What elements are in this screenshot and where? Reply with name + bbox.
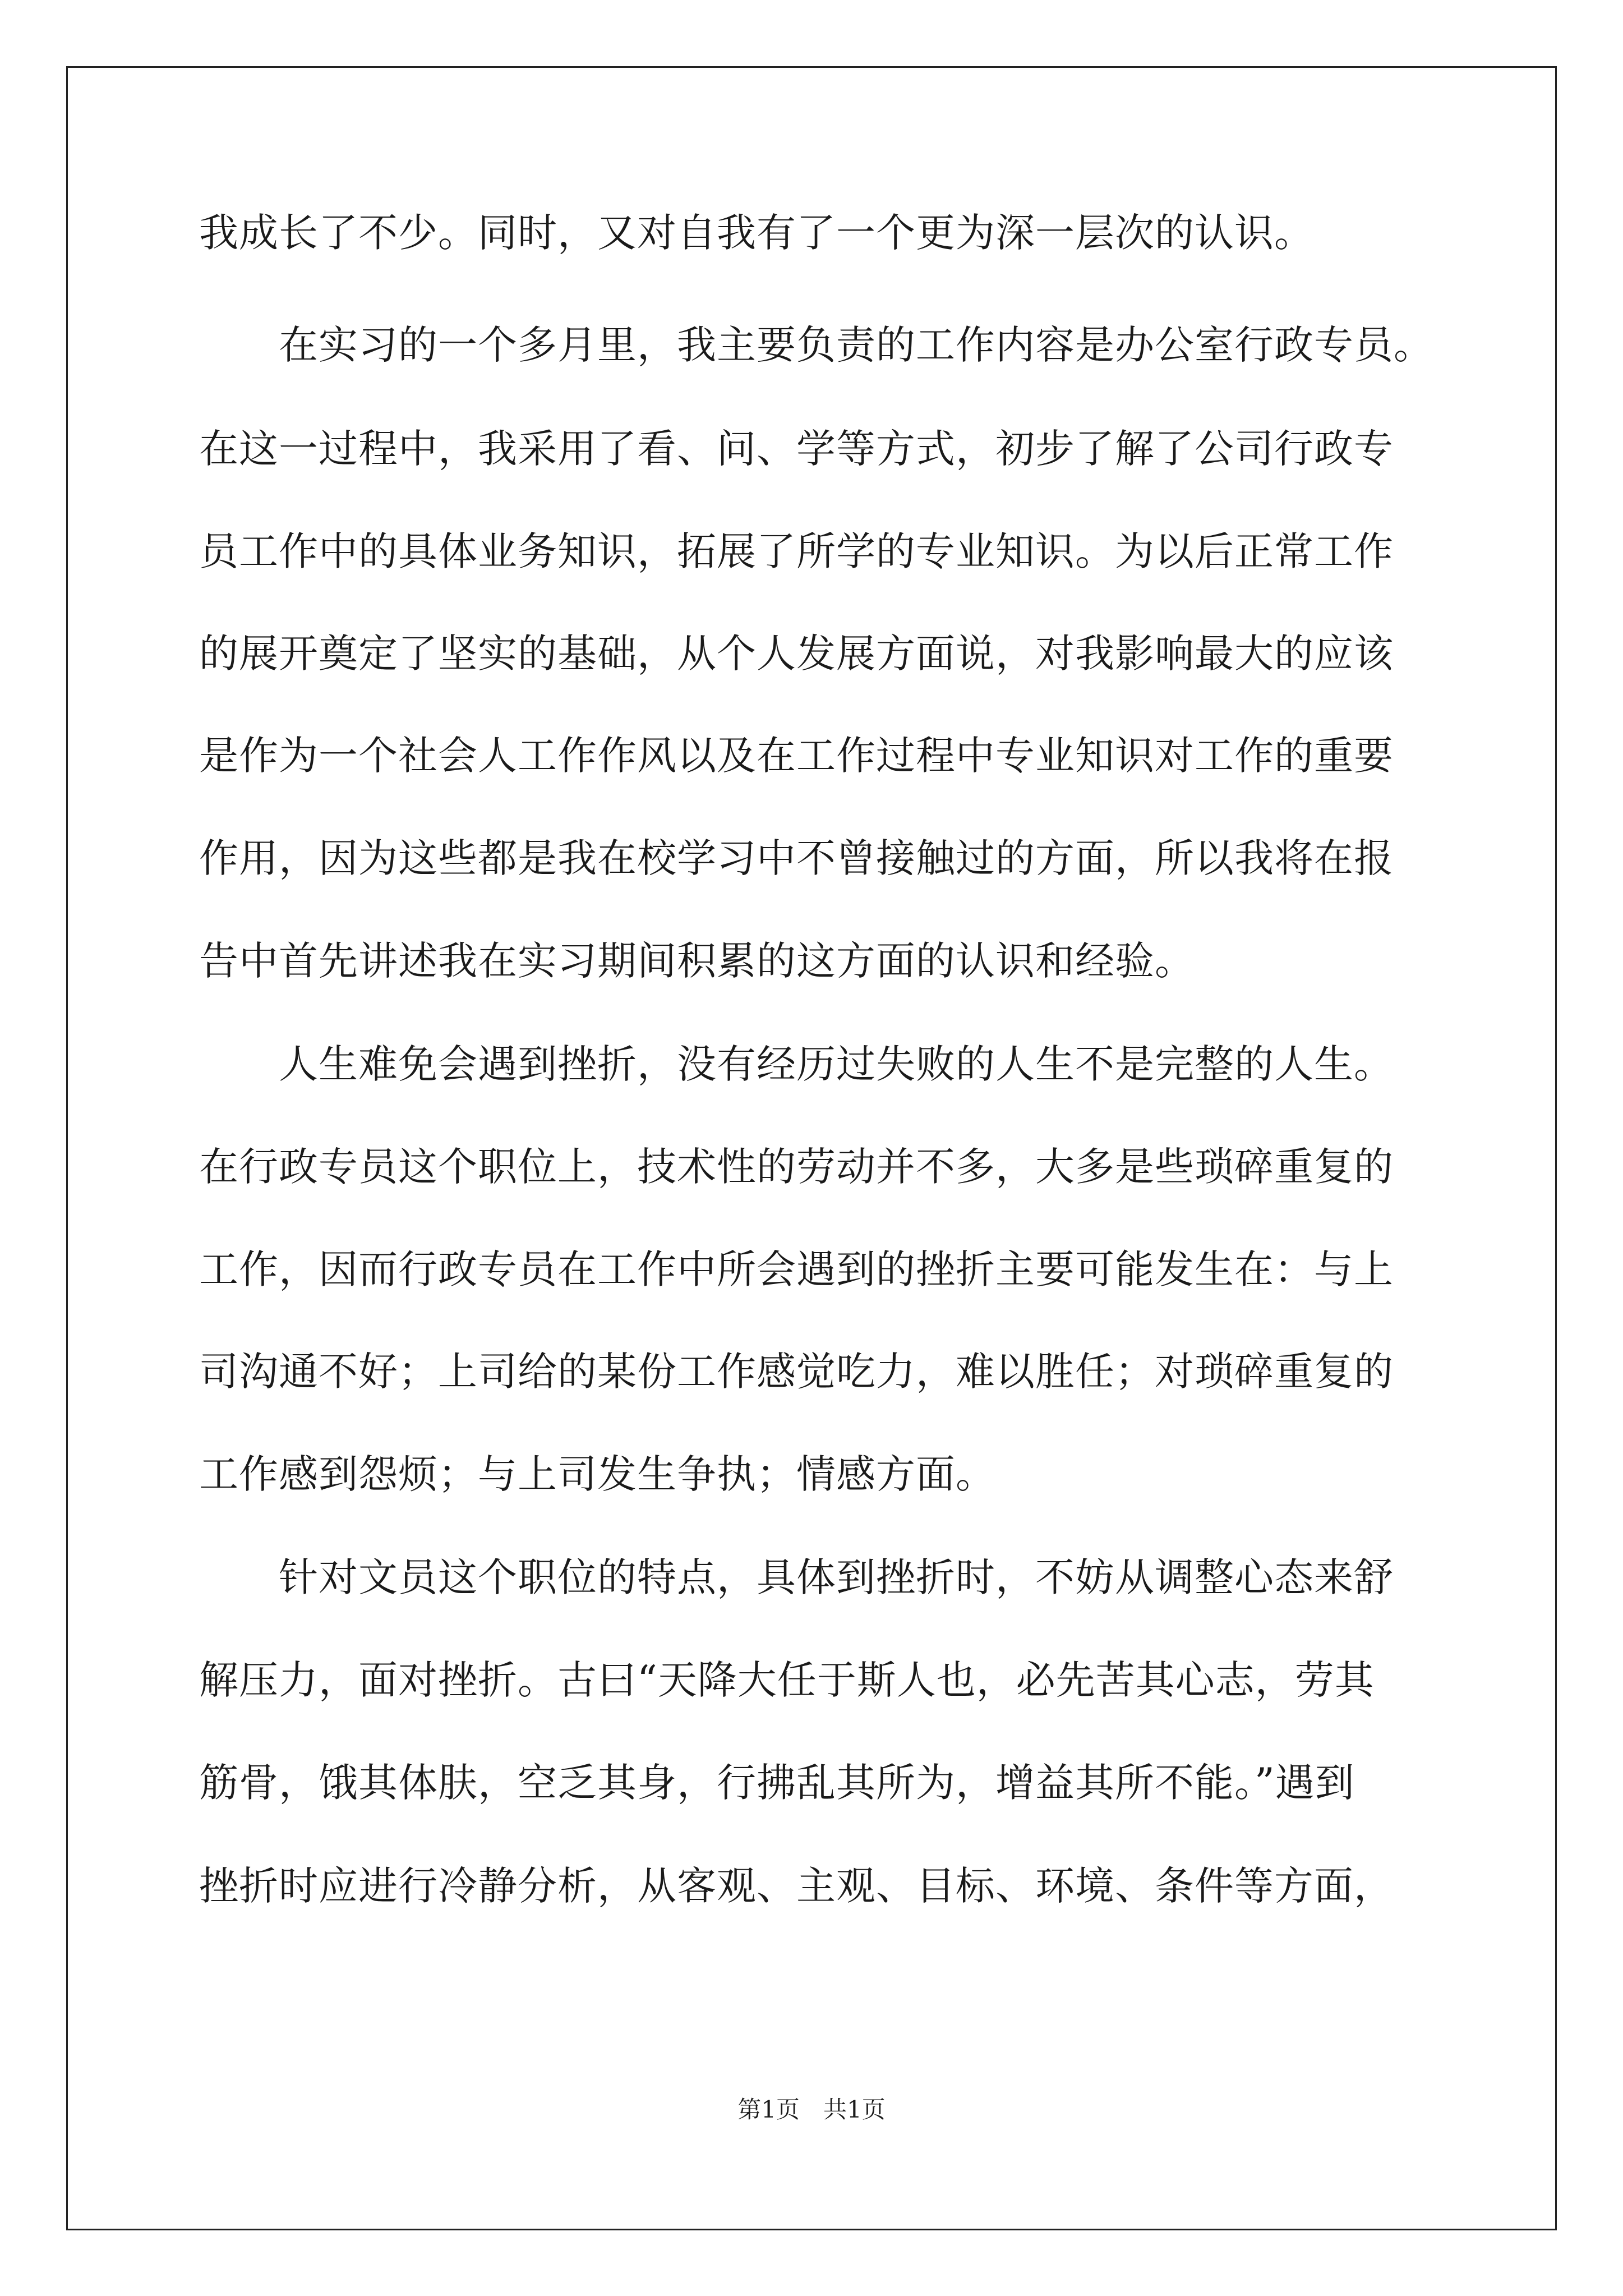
body-line-7: 作用，因为这些都是我在校学习中不曾接触过的方面，所以我将在报 [199,835,1394,881]
body-line-11: 工作，因而行政专员在工作中所会遇到的挫折主要可能发生在：与上 [199,1246,1394,1292]
body-line-5: 的展开奠定了坚实的基础，从个人发展方面说，对我影响最大的应该 [199,631,1394,677]
body-line-13: 工作感到怨烦；与上司发生争执；情感方面。 [199,1451,995,1497]
body-line-1: 我成长了不少。同时，又对自我有了一个更为深一层次的认识。 [199,210,1314,256]
body-line-9: 人生难免会遇到挫折，没有经历过失败的人生不是完整的人生。 [199,1041,1394,1087]
body-line-6: 是作为一个社会人工作作风以及在工作过程中专业知识对工作的重要 [199,733,1394,779]
body-line-15: 解压力，面对挫折。古曰“天降大任于斯人也，必先苦其心志，劳其 [199,1657,1375,1703]
body-line-12: 司沟通不好；上司给的某份工作感觉吃力，难以胜任；对琐碎重复的 [199,1349,1394,1395]
body-line-2: 在实习的一个多月里，我主要负责的工作内容是办公室行政专员。 [199,322,1433,368]
body-line-8: 告中首先讲述我在实习期间积累的这方面的认识和经验。 [199,938,1195,984]
body-line-4: 员工作中的具体业务知识，拓展了所学的专业知识。为以后正常工作 [199,528,1394,574]
body-line-10: 在行政专员这个职位上，技术性的劳动并不多，大多是些琐碎重复的 [199,1144,1394,1190]
body-line-16: 筋骨，饿其体肤，空乏其身，行拂乱其所为，增益其所不能。”遇到 [199,1760,1355,1806]
body-line-17: 挫折时应进行冷静分析，从客观、主观、目标、环境、条件等方面， [199,1863,1394,1909]
body-line-3: 在这一过程中，我采用了看、问、学等方式，初步了解了公司行政专 [199,426,1394,472]
body-line-14: 针对文员这个职位的特点，具体到挫折时，不妨从调整心态来舒 [199,1554,1394,1600]
page-number-footer: 第1页 共1页 [737,2096,886,2123]
